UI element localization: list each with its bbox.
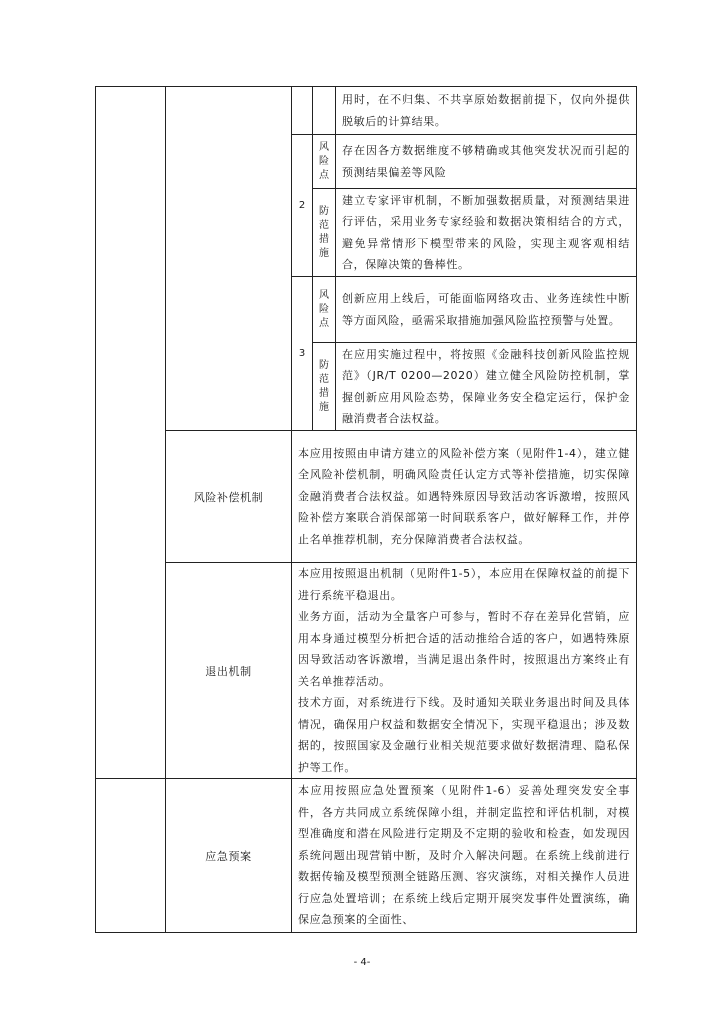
outer-category-cell (166, 87, 292, 431)
exit-paragraph-3: 技术方面，对系统进行下线。及时通知关联业务退出时间及具体情况，确保用户权益和数据安全情况下，实现平稳退出；涉及数据的，按照国家及金融行业相关规范要求做好数据清理、隐私保护等工作。 (298, 696, 630, 774)
outer-left-cell-2 (96, 779, 166, 933)
risk-2-measure-text: 建立专家评审机制，不断加强数据质量，对预测结果进行评估，采用业务专家经验和数据决策相结合的方式，避免异常情形下模型带来的风险，实现主观客观相结合，保障决策的鲁棒性。 (336, 189, 637, 277)
risk-2-number: 2 (292, 135, 313, 277)
risk-3-number: 3 (292, 277, 313, 431)
exit-text (292, 563, 637, 779)
emergency-text: 本应用按照应急处置预案（见附件1-6）妥善处理突发安全事件，各方共同成立系统保障小组，并制定监控和评估机制，对模型准确度和潜在风险进行定期及不定期的验收和检查，如发现因系统问题出现营销中断，及时介入解决问题。在系统上线前进行数据传输及模型预测全链路压测、容灾演练，对相关操作人员进行应急处置培训；在系统上线后定期开展突发事件处置演练，确保应急预案的全面性、 (292, 779, 637, 933)
exit-paragraph-1: 本应用按照退出机制（见附件1-5），本应用在保障权益的前提下进行系统平稳退出。 (298, 567, 630, 602)
risk-3-measure-text: 在应用实施过程中，将按照《金融科技创新风险监控规范》（JR/T 0200—2020）建立健全风险防控机制，掌握创新应用风险态势，保障业务安全稳定运行，保护金融消费者合法权益。 (336, 343, 637, 431)
page-number: - 4- (353, 957, 371, 968)
continuation-text: 用时，在不归集、不共享原始数据前提下，仅向外提供脱敏后的计算结果。 (336, 87, 637, 135)
row-number-cell (292, 87, 313, 135)
risk-2-point-text: 存在因各方数据维度不够精确或其他突发状况而引起的预测结果偏差等风险 (336, 135, 637, 189)
risk-2-measure-label: 防范措施 (313, 189, 336, 277)
risk-2-point-label: 风险点 (313, 135, 336, 189)
emergency-label: 应急预案 (166, 779, 292, 933)
risk-3-point-label: 风险点 (313, 277, 336, 343)
sub-label-cell (313, 87, 336, 135)
risk-3-point-text: 创新应用上线后，可能面临网络攻击、业务连续性中断等方面风险，亟需采取措施加强风险监控预警与处置。 (336, 277, 637, 343)
exit-paragraph-2: 业务方面，活动为全量客户可参与，暂时不存在差异化营销，应用本身通过模型分析把合适的活动推给合适的客户，如遇特殊原因导致活动客诉激增，当满足退出条件时，按照退出方案终止有关名单推荐活动。 (298, 610, 630, 688)
compensation-label: 风险补偿机制 (166, 431, 292, 563)
content-table (95, 86, 637, 933)
exit-label: 退出机制 (166, 563, 292, 779)
risk-3-measure-label: 防范措施 (313, 343, 336, 431)
compensation-text: 本应用按照由申请方建立的风险补偿方案（见附件1-4），建立健全风险补偿机制，明确风险责任认定方式等补偿措施，切实保障金融消费者合法权益。如遇特殊原因导致活动客诉激增，按照风险补偿方案联合消保部第一时间联系客户，做好解释工作，并停止名单推荐机制，充分保障消费者合法权益。 (292, 431, 637, 563)
outer-left-cell (96, 87, 166, 779)
